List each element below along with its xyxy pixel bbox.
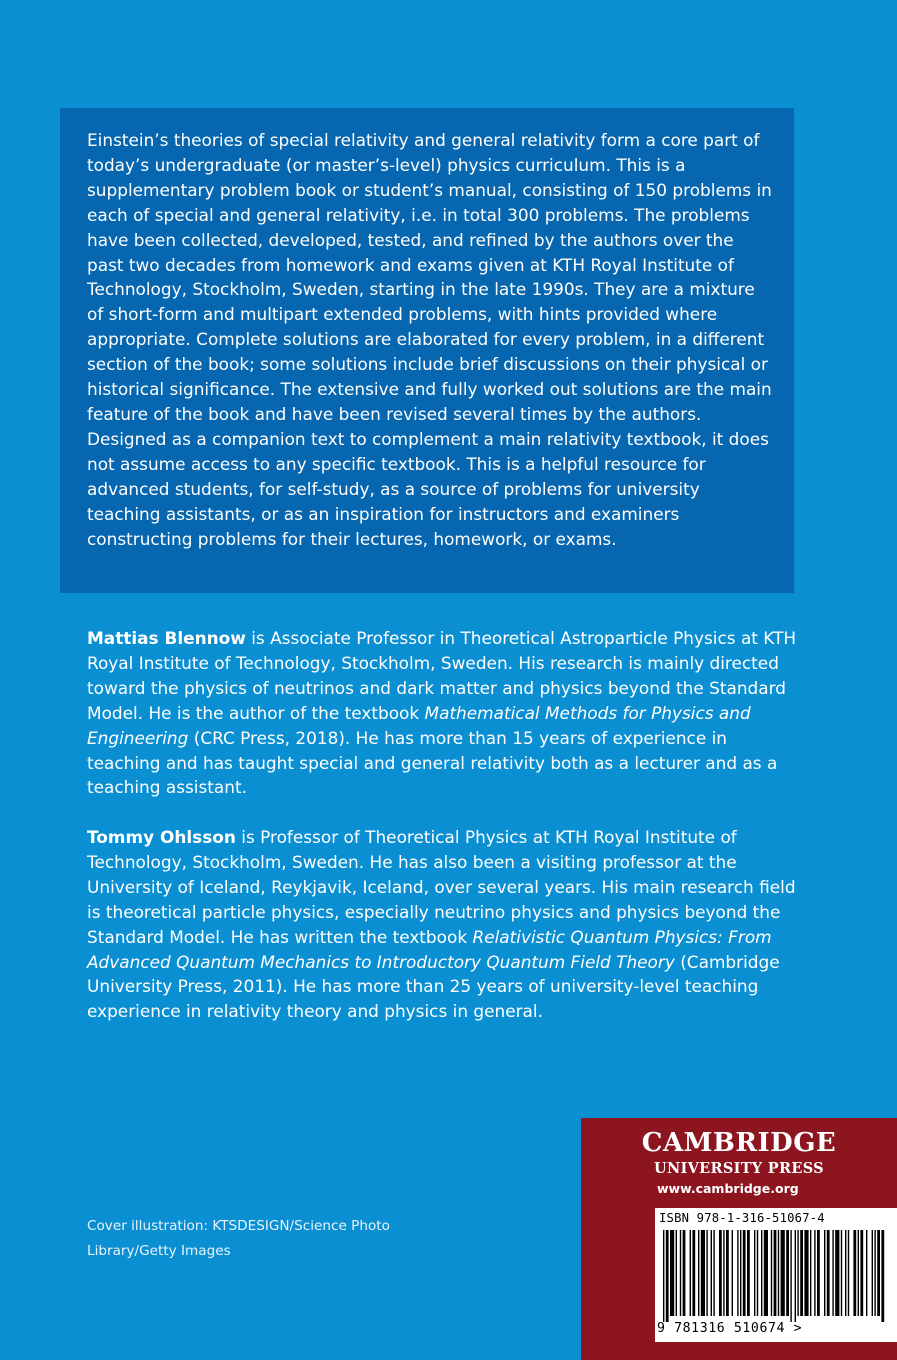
barcode-bar [786,1230,789,1316]
author-bio-ohlsson [87,825,797,1024]
author-bio-text: is Professor of Theoretical Physics at KTH Royal Institute of Technology, Stockholm, Sweden. He has also been a visiting professor at the University of Iceland, Reykjavik, Iceland, over several years. His main research field is theoretical particle physics, especially neutrino physics and physics beyond the Standard Model. He has written the textbook [87,827,796,947]
barcode-bar [797,1230,798,1316]
barcode-bar [771,1230,772,1316]
barcode-bar [743,1230,746,1316]
barcode-bar [814,1230,815,1316]
author-book-title: Mathematical Methods for Physics and Engineering [87,702,751,748]
barcode-bar [872,1230,873,1316]
barcode-bar [737,1230,738,1316]
barcode-bar [824,1230,825,1316]
author-name: Mattias Blennow [87,628,246,648]
barcode-bar [666,1230,669,1322]
barcode-digits: 9 781316 510674 > [657,1321,803,1336]
barcode-bar [680,1230,681,1316]
barcode-bar [841,1230,842,1316]
barcode-bar [835,1230,839,1316]
barcode-bar [747,1230,750,1316]
barcode-bar [848,1230,849,1316]
blurb-text: Einstein’s theories of special relativity and general relativity form a core part of today’s undergraduate (or master’s-level) physics curriculum. This is a supplementary problem book or student’s manual, consisting of 150 problems in each of special and general relativity, i.e. in total 300 problems. The problems have been collected, developed, tested, and refined by the authors over the past two decades from homework and exams given at KTH Royal Institute of Technology, Stockholm, Sweden, starting in the late 1990s. They are a mixture of short-form and multipart extended problems, with hints provided where appropriate. Complete solutions are elaborated for every problem, in a different section of the book; some solutions include brief discussions on their physical or historical significance. The extensive and fully worked out solutions are the main feature of the book and have been revised several times by the authors. Designed as a companion text to complement a main relativity textbook, it does not assume access to any specific textbook. This is a helpful resource for advanced students, for self-study, as a source of problems for university teaching assistants, or as an inspiration for instructors and examiners constructing problems for their lectures, homework, or exams. [87,130,772,549]
cover-credit: Cover illustration: KTSDESIGN/Science Photo Library/Getty Images [87,1218,390,1259]
barcode-bar [781,1230,785,1316]
barcode-bar [774,1230,777,1316]
barcode-bar [754,1230,755,1316]
barcode-bar [690,1230,691,1316]
barcode-bar [713,1230,714,1316]
barcode-bar [860,1230,863,1316]
barcode-bar [778,1230,779,1316]
barcode-bar [670,1230,674,1316]
barcode-bar [676,1230,677,1316]
barcode-bar [858,1230,859,1316]
barcode-bar [790,1230,791,1322]
barcode-bar [726,1230,729,1316]
barcode-bar [810,1230,811,1316]
barcode-bar [723,1230,724,1316]
barcode-bar [701,1230,705,1316]
barcode-bar [757,1230,758,1316]
isbn-label: ISBN 978-1-316-51067-4 [659,1211,825,1225]
barcode-bar [817,1230,820,1316]
author-bio-text: is Associate Professor in Theoretical Astroparticle Physics at KTH Royal Institute of Technology, Stockholm, Sweden. His research is mainly directed toward the physics of neutrinos and dark matter and physics beyond the Standard Model. He is the author of the textbook [87,628,797,723]
barcode-bar [761,1230,762,1316]
author-bio-text: (CRC Press, 2018). He has more than 15 years of experience in teaching and has taught special and general relativity both as a lecturer and as a teaching assistant. [87,727,778,798]
barcode-bar [845,1230,846,1316]
barcode [655,1208,897,1342]
barcode-bar [663,1230,664,1322]
author-name: Tommy Ohlsson [87,827,236,847]
barcode-bar [740,1230,741,1316]
barcode-bar [764,1230,768,1316]
barcode-bar [732,1230,733,1316]
barcode-bar [832,1230,833,1316]
barcode-bar [800,1230,803,1316]
barcode-bar [874,1230,875,1316]
barcode-bar [877,1230,880,1316]
barcode-bar [683,1230,686,1316]
barcode-bar [866,1230,867,1316]
barcode-bar [719,1230,722,1316]
barcode-bar [711,1230,712,1316]
barcode-bar [853,1230,856,1316]
publisher-subtitle: UNIVERSITY PRESS [654,1160,824,1177]
barcode-bars [661,1230,891,1322]
barcode-bar [827,1230,830,1316]
publisher-url: www.cambridge.org [657,1181,799,1196]
barcode-bar [698,1230,699,1316]
publisher-block [581,1118,897,1360]
barcode-bar [881,1230,884,1322]
author-bio-blennow [87,626,797,800]
barcode-bar [692,1230,695,1316]
barcode-bar [804,1230,808,1316]
barcode-bar [706,1230,707,1316]
publisher-name: CAMBRIDGE [641,1128,837,1158]
author-bio-text: (Cambridge University Press, 2011). He has more than 25 years of university-level teaching experience in relativity theory and physics in general. [87,951,780,1022]
author-book-title: Relativistic Quantum Physics: From Advanced Quantum Mechanics to Introductory Quantum Field Theory [87,926,772,972]
barcode-bar [795,1230,796,1322]
